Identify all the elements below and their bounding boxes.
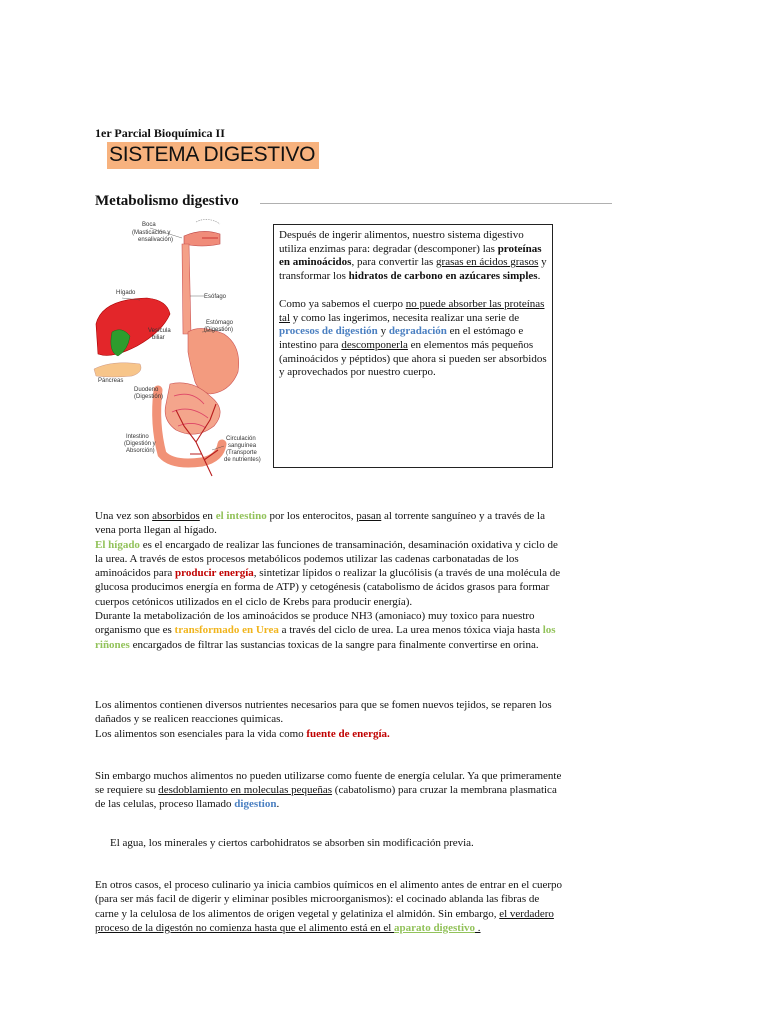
body-text <box>95 509 565 935</box>
intro-textbox <box>273 224 553 468</box>
label-intestino-sub2: Absorción) <box>126 448 155 454</box>
label-intestino: Intestino <box>126 434 149 440</box>
label-duodeno: Duodeno <box>134 387 159 393</box>
label-duodeno-sub: (Digestión) <box>134 394 164 400</box>
paragraph-digestion: Sin embargo muchos alimentos no pueden utilizarse como fuente de energía celular. Ya que primeramente se requiere su desdoblamiento en moleculas pequeñas (cabatolismo) para cruzar la membrana plasmatica de las celulas, proceso llamado digestion. <box>95 769 562 811</box>
label-esofago: Esófago <box>204 294 227 300</box>
label-pancreas: Páncreas <box>98 378 124 384</box>
horizontal-rule <box>260 203 612 204</box>
label-higado: Hígado <box>116 290 136 296</box>
label-circulacion-3: (Transporte <box>226 450 257 456</box>
digestive-system-diagram <box>92 214 267 479</box>
label-boca-sub1: (Masticación y <box>132 230 171 236</box>
label-estomago-sub: (Digestión) <box>204 327 234 333</box>
paragraph-water: El agua, los minerales y ciertos carbohidratos se absorben sin modificación previa. <box>110 836 474 849</box>
label-circulacion-2: sanguínea <box>228 443 257 449</box>
label-circulacion-4: de nutrientes) <box>224 457 261 463</box>
page-title: SISTEMA DIGESTIVO <box>107 142 319 169</box>
intro-paragraph-2: Como ya sabemos el cuerpo no puede absorber las proteínas tal y como las ingerimos, necesita realizar una serie de procesos de digestión y degradación en el estómago e intestino para descomponerla en elementos más pequeños (aminoácidos y péptidos) que ahora si pueden ser absorbidos y aprovechados por nuestro cuerpo. <box>279 297 547 379</box>
paragraph-energy: Los alimentos son esenciales para la vida como fuente de energía. <box>95 727 390 740</box>
label-boca-sub2: ensalivación) <box>138 237 174 243</box>
intro-paragraph-1: Después de ingerir alimentos, nuestro sistema digestivo utiliza enzimas para: degradar (descomponer) las proteínas en aminoácidos, para convertir las grasas en ácidos grasos y transformar los hidratos de carbono en azúcares simples. <box>279 229 547 283</box>
paragraph-cooking: En otros casos, el proceso culinario ya inicia cambios químicos en el alimento antes de entrar en el cuerpo (para ser más facil de digerir y eliminar posibles microorganismos): el cocinado ablanda las fibras de carne y la celulosa de los alimentos de origen vegetal y gelatiniza el almidón. Sin embargo, el verdadero proceso de la digestón no comienza hasta que el alimento está en el aparato digestivo . <box>95 879 563 934</box>
label-intestino-sub1: (Digestión y <box>124 441 156 447</box>
label-estomago: Estómago <box>206 320 234 326</box>
paragraph-urea: Durante la metabolización de los aminoácidos se produce NH3 (amoniaco) muy toxico para nuestro organismo que es transformado en Urea a través del ciclo de urea. La urea menos tóxica viaja hasta los riñones encargados de filtrar las sustancias toxicas de la sangre para finalmente convertirse en orina. <box>95 610 556 651</box>
document-header: 1er Parcial Bioquímica II <box>95 126 225 140</box>
label-boca: Boca <box>142 222 156 228</box>
paragraph-nutrients: Los alimentos contienen diversos nutrientes necesarios para que se fomen nuevos tejidos, se reparen los dañados y se realicen reacciones quimicas. <box>95 698 552 726</box>
paragraph-absorption: Una vez son absorbidos en el intestino por los enterocitos, pasan al torrente sanguíneo y a través de la vena porta llegan al hígado. <box>95 510 545 537</box>
label-vesicula-1: Vesícula <box>148 328 171 334</box>
label-circulacion-1: Circulación <box>226 436 256 442</box>
section-subtitle: Metabolismo digestivo <box>95 193 239 209</box>
paragraph-liver: El hígado es el encargado de realizar las funciones de transaminación, desaminación oxidativa y ciclo de la urea. A través de estos procesos metabólicos podemos utilizar las cadenas carbonatadas de los aminoácidos para producir energía, sintetizar lípidos o realizar la glucólisis (a través de una molécula de glucosa producimos energía en forma de ATP) y cetogénesis (catabolismo de ácidos grasos para formar cuerpos cetónicos utilizados en el ciclo de Krebs para producir energía). <box>95 538 561 608</box>
label-vesicula-2: biliar <box>152 335 165 341</box>
